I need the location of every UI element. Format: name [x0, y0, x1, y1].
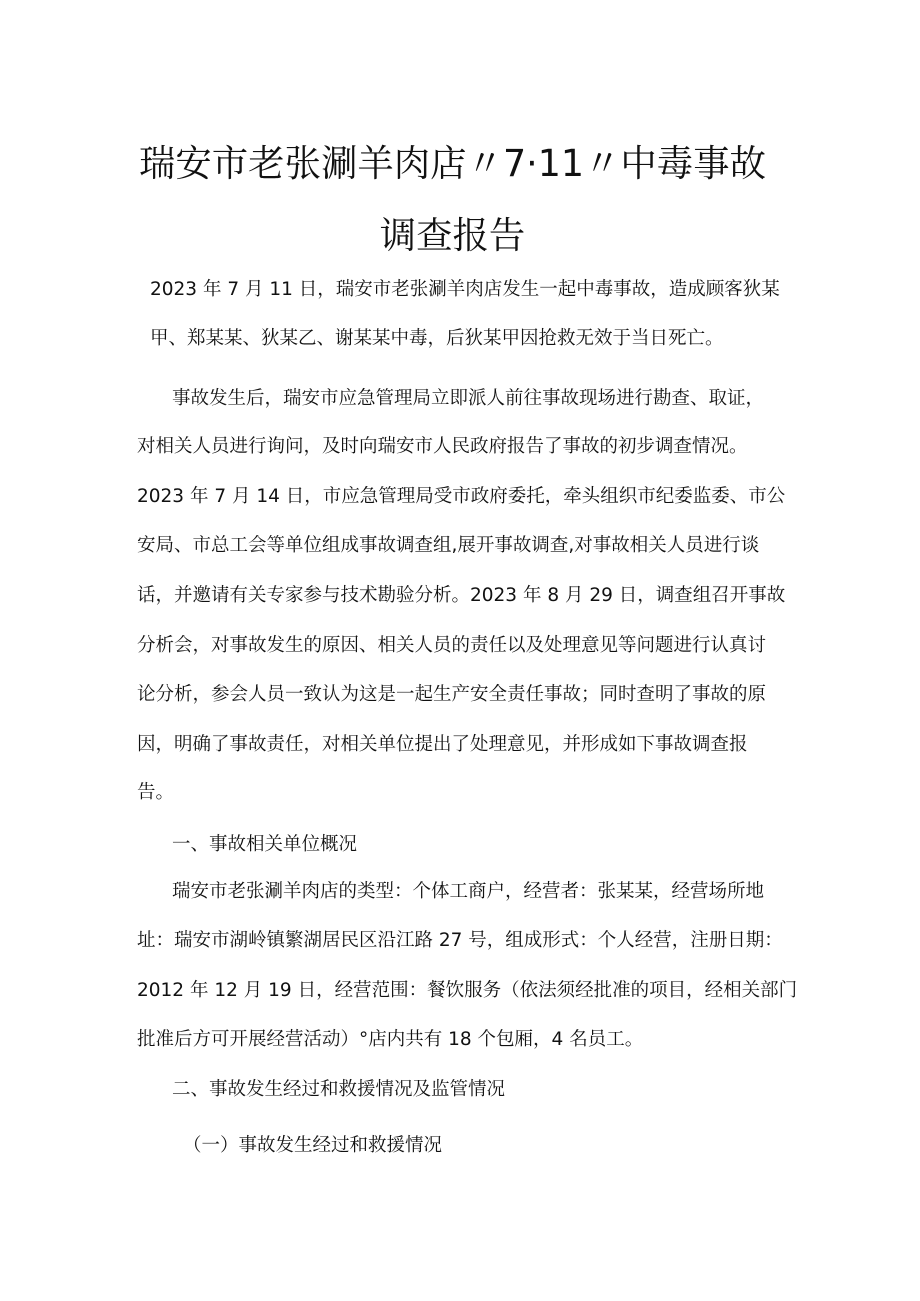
body-line: 2012 年 12 月 19 日，经营范围：餐饮服务（依法须经批准的项目，经相关部门 — [137, 980, 798, 1001]
body-line: 对相关人员进行询问，及时向瑞安市人民政府报告了事故的初步调查情况。 — [137, 436, 748, 457]
body-line: 事故发生后，瑞安市应急管理局立即派人前往事故现场进行勘查、取证， — [172, 388, 765, 409]
body-line: 2023 年 7 月 11 日，瑞安市老张涮羊肉店发生一起中毒事故，造成顾客狄某 — [150, 279, 780, 300]
body-line: 告。 — [137, 782, 175, 803]
body-line: 分析会，对事故发生的原因、相关人员的责任以及处理意见等问题进行认真讨 — [137, 635, 767, 656]
body-line: 因，明确了事故责任，对相关单位提出了处理意见，并形成如下事故调查报 — [137, 734, 748, 755]
body-line: 瑞安市老张涮羊肉店的类型：个体工商户，经营者：张某某，经营场所地 — [172, 881, 765, 902]
body-line: 甲、郑某某、狄某乙、谢某某中毒，后狄某甲因抢救无效于当日死亡。 — [150, 328, 724, 349]
body-line: 话，并邀请有关专家参与技术勘验分析。2023 年 8 月 29 日，调查组召开事故 — [137, 585, 786, 606]
body-line: 安局、市总工会等单位组成事故调查组,展开事故调查,对事故相关人员进行谈 — [137, 535, 760, 556]
title-line-2: 调查报告 — [379, 214, 526, 257]
title-line-1: 瑞安市老张涮羊肉店〃7·11〃中毒事故 — [138, 142, 766, 185]
body-line: 批准后方可开展经营活动）°店内共有 18 个包厢，4 名员工。 — [137, 1029, 644, 1050]
body-line: 论分析，参会人员一致认为这是一起生产安全责任事故；同时查明了事故的原 — [137, 684, 767, 705]
section-heading-1: 一、事故相关单位概况 — [172, 834, 358, 855]
body-line: 址：瑞安市湖岭镇繁湖居民区沿江路 27 号，组成形式：个人经营，注册日期： — [137, 930, 783, 951]
body-line: 2023 年 7 月 14 日，市应急管理局受市政府委托，牵头组织市纪委监委、市公 — [137, 486, 786, 507]
section-heading-2: 二、事故发生经过和救援情况及监管情况 — [172, 1079, 506, 1100]
subsection-heading-1: （一）事故发生经过和救援情况 — [183, 1135, 443, 1156]
